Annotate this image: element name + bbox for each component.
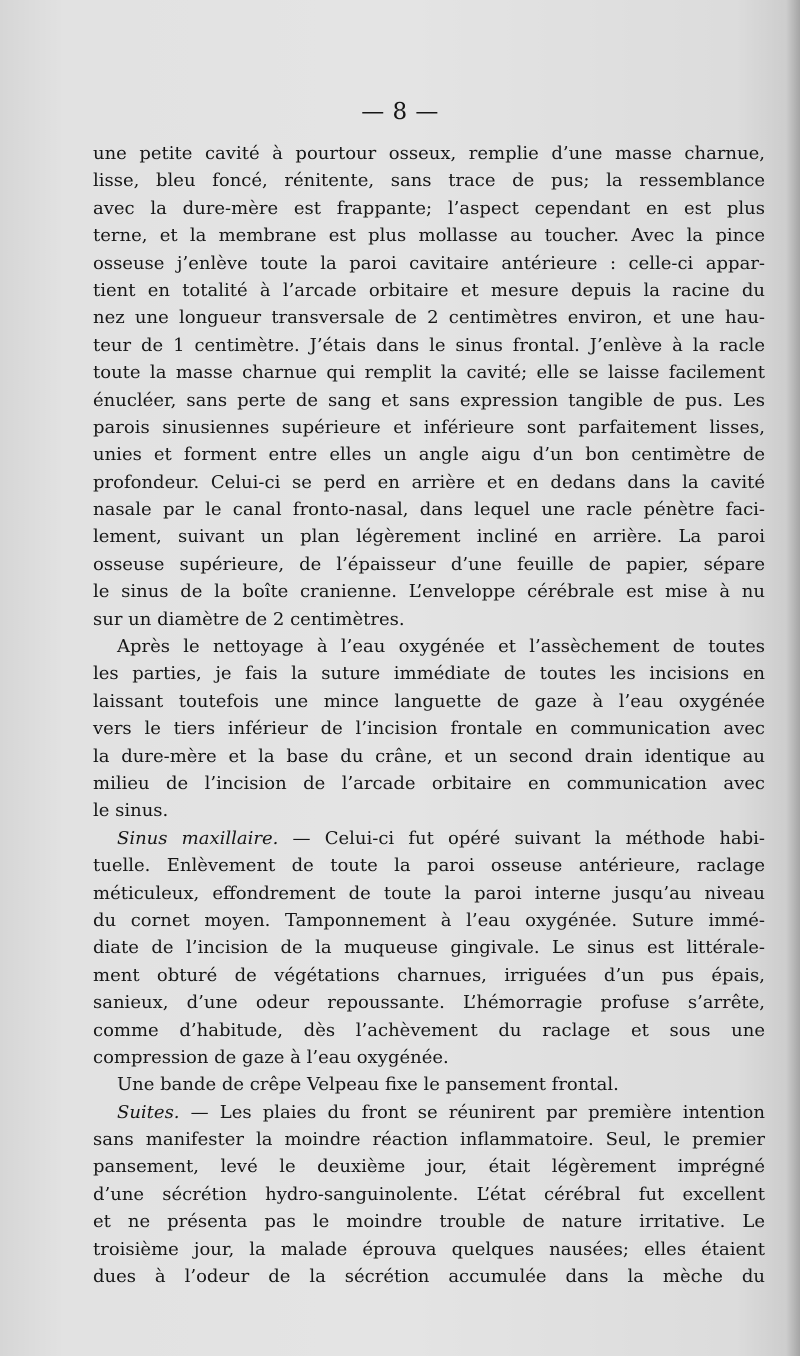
text-run: les parties, je fais la suture immédiate de toutes les incisions en (93, 663, 765, 685)
text-run: avec la dure-mère est frappante; l’aspect cependant en est plus (93, 197, 765, 219)
text-run: sur un diamètre de 2 centimètres. (93, 608, 405, 630)
text-run: — Les plaies du front se réunirent par première intention (179, 1101, 765, 1123)
text-line (93, 660, 765, 687)
text-line (93, 304, 765, 331)
text-run: osseuse j’enlève toute la paroi cavitaire antérieure : celle-ci appar- (93, 252, 765, 274)
text-run: lement, suivant un plan légèrement incliné en arrière. La paroi (93, 526, 765, 548)
text-run: comme d’habitude, dès l’achèvement du raclage et sous une (93, 1019, 765, 1041)
text-run: teur de 1 centimètre. J’étais dans le sinus frontal. J’enlève à la racle (93, 334, 765, 356)
body-text (93, 140, 765, 1290)
text-run: profondeur. Celui-ci se perd en arrière et en dedans dans la cavité (93, 471, 765, 493)
text-run: le sinus de la boîte cranienne. L’enveloppe cérébrale est mise à nu (93, 581, 765, 603)
text-line (93, 1153, 765, 1180)
text-line (93, 880, 765, 907)
text-line (93, 250, 765, 277)
text-line (93, 934, 765, 961)
text-run: méticuleux, effondrement de toute la paroi interne jusqu’au niveau (93, 882, 765, 904)
text-run: laissant toutefois une mince languette de gaze à l’eau oxygénée (93, 690, 765, 712)
text-line (93, 1099, 765, 1126)
text-run: pansement, levé le deuxième jour, était légèrement imprégné (93, 1156, 765, 1178)
text-line (93, 578, 765, 605)
text-line (93, 633, 765, 660)
text-run: et ne présenta pas le moindre trouble de nature irritative. Le (93, 1211, 765, 1233)
text-line (93, 1126, 765, 1153)
text-line (93, 551, 765, 578)
text-run: d’une sécrétion hydro-sanguinolente. L’état cérébral fut excellent (93, 1183, 765, 1205)
text-run: lisse, bleu foncé, rénitente, sans trace de pus; la ressemblance (93, 170, 765, 192)
text-run: Après le nettoyage à l’eau oxygénée et l’assèchement de toutes (117, 636, 765, 658)
text-run: dues à l’odeur de la sécrétion accumulée dans la mèche du (93, 1266, 765, 1288)
text-line (93, 277, 765, 304)
text-line (93, 195, 765, 222)
text-run: une petite cavité à pourtour osseux, remplie d’une masse charnue, (93, 143, 765, 164)
text-run: parois sinusiennes supérieure et inférieure sont parfaitement lisses, (93, 416, 765, 438)
text-line (93, 167, 765, 194)
text-run: tuelle. Enlèvement de toute la paroi osseuse antérieure, raclage (93, 855, 765, 877)
text-run: sanieux, d’une odeur repoussante. L’hémorragie profuse s’arrête, (93, 992, 765, 1014)
text-run: toute la masse charnue qui remplit la cavité; elle se laisse facilement (93, 362, 765, 384)
text-run: du cornet moyen. Tamponnement à l’eau oxygénée. Suture immé- (93, 909, 765, 931)
text-line (93, 523, 765, 550)
text-run: unies et forment entre elles un angle aigu d’un bon centimètre de (93, 444, 765, 466)
text-run: — Celui-ci fut opéré suivant la méthode habi- (278, 827, 765, 849)
section-heading: Suites. (117, 1101, 180, 1123)
text-run: énucléer, sans perte de sang et sans expression tangible de pus. Les (93, 389, 765, 411)
text-line (93, 1044, 765, 1071)
text-line (93, 715, 765, 742)
page-edge-shadow (786, 0, 800, 1356)
text-line (93, 907, 765, 934)
text-line (93, 1208, 765, 1235)
text-line (93, 332, 765, 359)
text-line (93, 1017, 765, 1044)
text-run: vers le tiers inférieur de l’incision frontale en communication avec (93, 718, 765, 740)
page-number: — 8 — (361, 99, 439, 125)
text-line (93, 1263, 765, 1290)
text-run: nasale par le canal fronto-nasal, dans lequel une racle pénètre faci- (93, 499, 765, 521)
text-line (93, 469, 765, 496)
text-line (93, 1236, 765, 1263)
text-run: compression de gaze à l’eau oxygénée. (93, 1046, 449, 1068)
text-line (93, 852, 765, 879)
text-line (93, 140, 765, 167)
text-run: tient en totalité à l’arcade orbitaire et mesure depuis la racine du (93, 279, 765, 301)
section-heading: Sinus maxillaire. (117, 827, 279, 849)
text-line (93, 962, 765, 989)
text-run: osseuse supérieure, de l’épaisseur d’une feuille de papier, sépare (93, 553, 765, 575)
text-run: le sinus. (93, 800, 169, 822)
text-run: nez une longueur transversale de 2 centimètres environ, et une hau- (93, 307, 765, 329)
text-run: diate de l’incision de la muqueuse gingivale. Le sinus est littérale- (93, 937, 765, 959)
text-line (93, 441, 765, 468)
text-line (93, 770, 765, 797)
text-line (93, 743, 765, 770)
text-line (93, 797, 765, 824)
text-run: la dure-mère et la base du crâne, et un second drain identique au (93, 745, 765, 767)
text-run: Une bande de crêpe Velpeau fixe le pansement frontal. (117, 1074, 619, 1096)
text-line (93, 414, 765, 441)
text-line (93, 222, 765, 249)
text-line (93, 825, 765, 852)
text-run: terne, et la membrane est plus mollasse au toucher. Avec la pince (93, 225, 765, 247)
text-line (93, 1071, 765, 1098)
text-line (93, 606, 765, 633)
text-line (93, 496, 765, 523)
text-line (93, 688, 765, 715)
text-run: sans manifester la moindre réaction inflammatoire. Seul, le premier (93, 1129, 765, 1151)
text-line (93, 387, 765, 414)
text-run: milieu de l’incision de l’arcade orbitaire en communication avec (93, 772, 765, 794)
text-line (93, 359, 765, 386)
text-line (93, 1181, 765, 1208)
text-run: ment obturé de végétations charnues, irriguées d’un pus épais, (93, 964, 765, 986)
text-line (93, 989, 765, 1016)
text-run: troisième jour, la malade éprouva quelques nausées; elles étaient (93, 1238, 765, 1260)
